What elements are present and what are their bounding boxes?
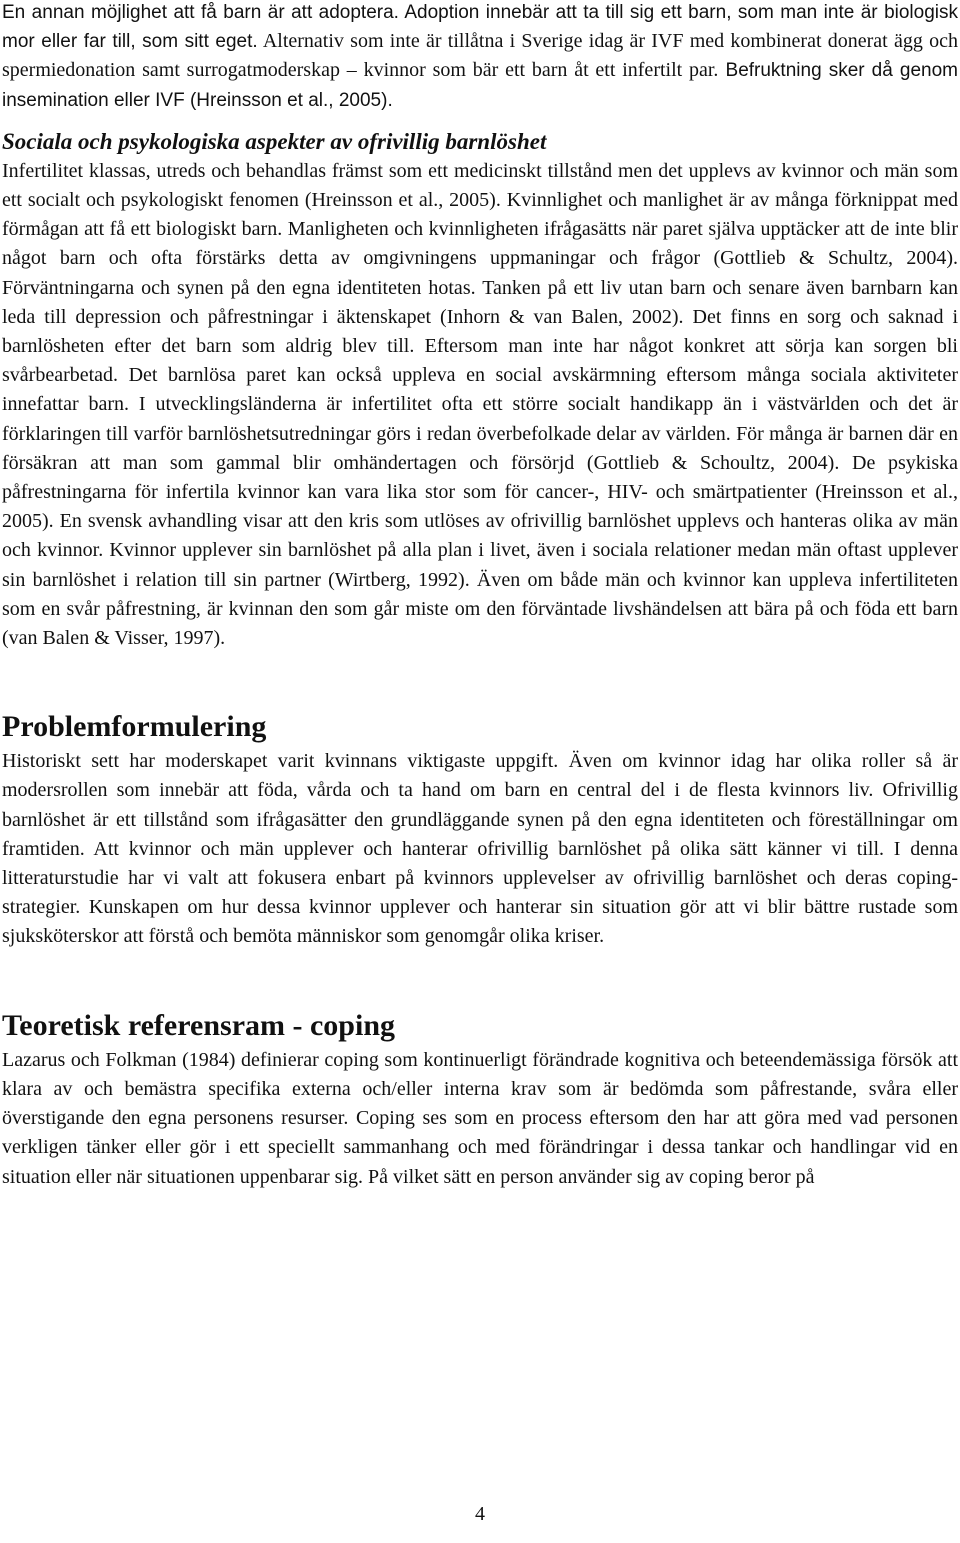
page-number: 4 — [475, 1503, 485, 1525]
intro-fertilization-text: Befruktning sker då genom insemination eller IVF (Hreinsson et al., 2005). — [2, 60, 958, 111]
coping-theory-paragraph: Lazarus och Folkman (1984) definierar coping som kontinuerligt förändrade kognitiva och beteendemässiga försök att klara av och bemästra specifika externa och/eller interna krav som är bedömda som påfrestande, svåra eller överstigande den egna personens resurser. Coping ses som en process eftersom den har att göra med vad personen verkligen tänker eller gör i ett speciellt sammanhang och med förändringar i dessa tankar och handlingar vid en situation eller när situationen uppenbarar sig. På vilket sätt en person använder sig av coping beror på — [2, 1048, 958, 1188]
coping-theory-heading: Teoretisk referensram - coping — [2, 1008, 396, 1042]
intro-adoption-text: En annan möjlighet att få barn är att adoptera. Adoption innebär att ta till sig ett barn, som man inte är biologisk mor eller far till, som sitt eget. — [2, 2, 958, 53]
intro-paragraph — [2, 0, 958, 115]
problem-paragraph: Historiskt sett har moderskapet varit kvinnans viktigaste uppgift. Även om kvinnor idag har olika roller så är modersrollen som innebär att föda, vårda och ta hand om barn en central del i de flesta kvinnors liv. Ofrivillig barnlöshet är ett tillstånd som ifrågasätter den grundläggande synen på den egna identiteten och föreställningar om framtiden. Att kvinnor och män upplever och hanterar ofrivillig barnlöshet på olika sätt känner vi till. I denna litteraturstudie har vi valt att fokusera enbart på kvinnors upplevelser av ofrivillig barnlöshet och deras coping-strategier. Kunskapen om hur dessa kvinnor upplever och hanterar sin situation gör att vi blir bättre rustade som sjuksköterskor att förstå och bemöta människor som genomgår olika kriser. — [2, 750, 958, 948]
intro-alternatives-text: Alternativ som inte är tillåtna i Sverige idag är IVF med kombinerat donerat ägg och spermiedonation samt surrogatmoderskap – kvinnor som bär ett barn åt ett infertilt par. — [2, 30, 958, 82]
problem-heading: Problemformulering — [2, 710, 267, 744]
social-aspects-heading: Sociala och psykologiska aspekter av ofrivillig barnlöshet — [2, 128, 547, 154]
social-aspects-paragraph: Infertilitet klassas, utreds och behandlas främst som ett medicinskt tillstånd men det upplevs av kvinnor och män som ett socialt och psykologiskt fenomen (Hreinsson et al., 2005). Kvinnlighet och manlighet är av många förknippat med förmågan att få ett biologiskt barn. Manligheten och kvinnligheten ifrågasätts när paret själva upptäcker att de inte blir något barn och ofta förstärks detta av omgivningens uppmaningar och frågor (Gottlieb & Schultz, 2004). Förväntningarna och synen på den egna identiteten hotas. Tanken på ett liv utan barn och senare även barnbarn kan leda till depression och påfrestningar i äktenskapet (Inhorn & van Balen, 2002). Det finns en sorg och saknad i barnlösheten efter det barn som aldrig blev till. Eftersom man inte har något konkret att sörja kan sorgen bli svårbearbetad. Det barnlösa paret kan också uppleva en social avskärmning eftersom många sociala aktiviteter innefattar barn. I utvecklingsländerna är infertilitet ofta ett större socialt handikapp än i västvärlden och det är förklaringen till varför barnlöshetsutredningar görs i redan överbefolkade delar av världen. För många är barnen där en försäkran att man som gammal blir omhändertagen och försörjd (Gottlieb & Schoultz, 2004). De psykiska påfrestningarna för infertila kvinnor kan vara lika stor som för cancer-, HIV- och smärtpatienter (Hreinsson et al., 2005). En svensk avhandling visar att den kris som utlöses av ofrivillig barnlöshet upplevs och hanteras olika av män och kvinnor. Kvinnor upplever sin barnlöshet på alla plan i livet, även i sociala relationer medan män oftast upplever sin barnlöshet i relation till sin partner (Wirtberg, 1992). Även om både män och kvinnor kan uppleva infertiliteten som en svår påfrestning, är kvinnan den som går miste om den förväntade livshändelsen att bära på och föda ett barn (van Balen & Visser, 1997). — [2, 159, 958, 650]
